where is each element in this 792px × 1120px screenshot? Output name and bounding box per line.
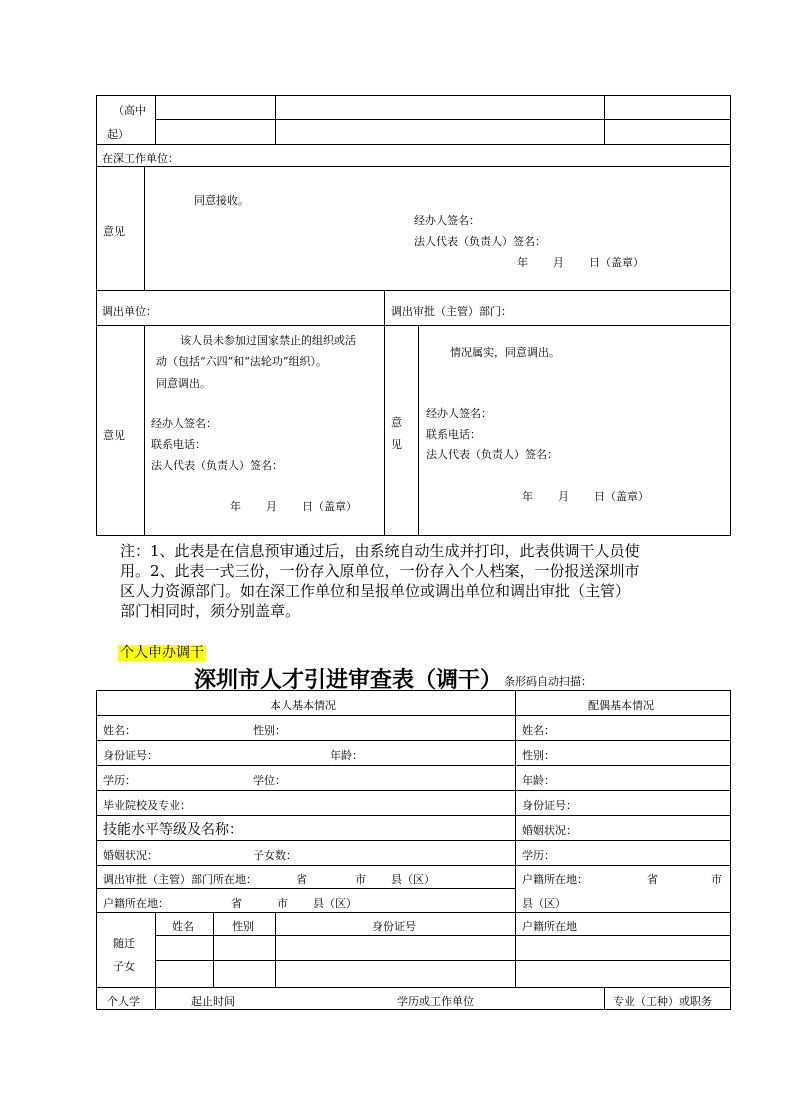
children-label-1: 随迁 [113, 937, 135, 950]
spouse-hukou-province: 省 [647, 873, 658, 886]
self-name-field: 姓名： [103, 724, 136, 737]
self-gender-field: 性别： [253, 724, 286, 737]
barcode-label: 条形码自动扫描： [504, 675, 592, 688]
left-contact-phone: 联系电话： [151, 438, 206, 451]
note-line-1: 注：1、此表是在信息预审通过后，由系统自动生成并打印，此表供调干人员使 [120, 542, 640, 560]
section-tag: 个人申办调干 [120, 645, 204, 661]
self-skill-level-field: 技能水平等级及名称： [103, 822, 243, 838]
row0-label: （高中 [113, 104, 146, 117]
self-hukou-field: 户籍所在地： [103, 897, 169, 910]
self-school-major-field: 毕业院校及专业： [103, 799, 191, 812]
left-handler-signature: 经办人签名： [151, 417, 217, 430]
self-info-header: 本人基本情况 [270, 699, 336, 712]
self-hukou-province: 省 [231, 897, 242, 910]
transfer-approval-label: 调出审批（主管）部门： [391, 305, 512, 318]
right-opinion-char-2: 见 [391, 438, 402, 451]
work-unit-label: 在深工作单位： [102, 152, 179, 165]
left-date-day-seal: 日（盖章） [302, 500, 357, 513]
right-contact-phone: 联系电话： [426, 428, 481, 441]
note-line-2: 用。2、此表一式三份，一份存入原单位，一份存入个人档案，一份报送深圳市 [120, 562, 640, 580]
approval-city: 市 [355, 873, 366, 886]
right-opinion-char-1: 意 [391, 416, 402, 429]
spouse-hukou-city: 市 [711, 873, 722, 886]
left-date-month: 月 [266, 500, 277, 513]
row0-label-2: 起） [107, 128, 129, 141]
children-col-name: 姓名 [172, 920, 194, 933]
resume-col-school-work: 学历或工作单位 [397, 995, 474, 1008]
form-title: 深圳市人才引进审查表（调干） [194, 667, 503, 693]
children-label-2: 子女 [113, 960, 135, 973]
self-hukou-county: 县（区） [313, 897, 357, 910]
spouse-education-field: 学历： [522, 849, 555, 862]
self-degree-field: 学位： [253, 774, 286, 787]
spouse-gender-field: 性别： [522, 749, 555, 762]
left-opinion-line-3: 同意调出。 [156, 377, 211, 390]
handler-signature: 经办人签名： [414, 214, 480, 227]
approval-location-field: 调出审批（主管）部门所在地： [103, 873, 257, 886]
left-opinion-line-1: 该人员未参加过国家禁止的组织或活 [180, 334, 356, 347]
self-hukou-city: 市 [277, 897, 288, 910]
right-opinion-text: 情况属实，同意调出。 [450, 346, 560, 359]
resume-col-major-post: 专业（工种）或职务 [613, 995, 712, 1008]
date-day-seal: 日（盖章） [589, 256, 644, 269]
legal-rep-signature: 法人代表（负责人）签名： [414, 235, 546, 248]
self-id-field: 身份证号： [103, 749, 158, 762]
left-opinion-label: 意见 [103, 429, 125, 442]
right-date-day-seal: 日（盖章） [594, 490, 649, 503]
spouse-info-header: 配偶基本情况 [588, 699, 654, 712]
spouse-age-field: 年龄： [522, 774, 555, 787]
opinion-label: 意见 [103, 225, 125, 238]
resume-label: 个人学 [107, 995, 140, 1008]
date-month: 月 [553, 256, 564, 269]
children-col-gender: 性别 [232, 920, 254, 933]
date-year: 年 [517, 256, 528, 269]
self-age-field: 年龄： [330, 749, 363, 762]
note-line-4: 部门相同时，须分别盖章。 [120, 602, 301, 620]
self-children-field: 子女数： [253, 849, 297, 862]
self-marital-field: 婚姻状况： [103, 849, 158, 862]
spouse-name-field: 姓名： [522, 724, 555, 737]
right-date-month: 月 [558, 490, 569, 503]
resume-col-period: 起止时间 [191, 995, 235, 1008]
self-education-field: 学历： [103, 774, 136, 787]
right-handler-signature: 经办人签名： [426, 407, 492, 420]
transfer-unit-label: 调出单位： [102, 305, 157, 318]
left-opinion-line-2: 动（包括“六四”和“法轮功”组织）。 [156, 355, 327, 368]
agree-accept-text: 同意接收。 [194, 194, 249, 207]
children-col-hukou: 户籍所在地 [522, 920, 577, 933]
spouse-id-field: 身份证号： [522, 799, 577, 812]
right-date-year: 年 [522, 490, 533, 503]
children-col-id: 身份证号 [372, 920, 416, 933]
approval-province: 省 [296, 873, 307, 886]
approval-county: 县（区） [391, 873, 435, 886]
left-legal-rep-signature: 法人代表（负责人）签名： [151, 459, 283, 472]
spouse-hukou-county: 县（区） [522, 897, 566, 910]
right-legal-rep-signature: 法人代表（负责人）签名： [426, 448, 558, 461]
note-line-3: 区人力资源部门。如在深工作单位和呈报单位或调出单位和调出审批（主管） [120, 582, 631, 600]
spouse-hukou-field: 户籍所在地： [522, 873, 588, 886]
spouse-marital-field: 婚姻状况： [522, 824, 577, 837]
left-date-year: 年 [230, 500, 241, 513]
